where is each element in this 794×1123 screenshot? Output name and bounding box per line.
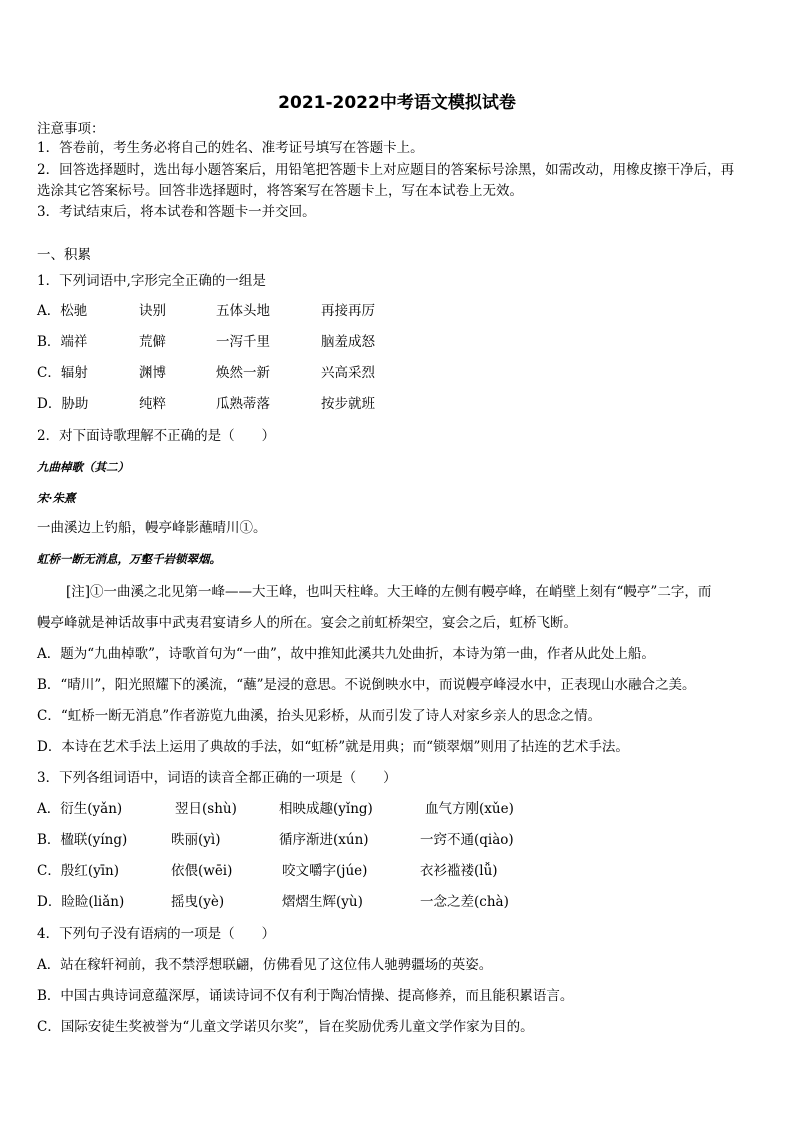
notice-heading: 注意事项：	[37, 121, 105, 137]
q1-d-word-4: 按步就班	[321, 396, 375, 412]
q2-option-c: C．“虹桥一断无消息”作者游览九曲溪，抬头见彩桥，从而引发了诗人对家乡亲人的思念之情。	[37, 708, 602, 724]
q2-option-b: B．“晴川”，阳光照耀下的溪流，“蘸”是浸的意思。不说倒映水中，而说幔亭峰浸水中，正表现山水融合之美。	[37, 677, 696, 693]
q1-a-word-4: 再接再厉	[321, 303, 375, 319]
q3-b-word-3: 循序渐进(xún)	[279, 832, 369, 848]
q1-b-word-2: 荒僻	[139, 334, 166, 350]
q3-c-word-1: C．殷红(yīn)	[37, 863, 120, 879]
poem-line-1: 一曲溪边上钓船，幔亭峰影蘸晴川①。	[37, 520, 267, 536]
q1-c-word-3: 焕然一新	[216, 365, 270, 381]
q1-b-word-1: B．端祥	[37, 334, 88, 350]
q1-a-word-2: 诀别	[139, 303, 166, 319]
poem-title: 九曲棹歌（其二）	[37, 460, 129, 474]
notice-item-2: 2．回答选择题时，选出每小题答案后，用铅笔把答题卡上对应题目的答案标号涂黑，如需改动，用橡皮擦干净后，再	[37, 162, 735, 178]
q4-stem: 4．下列句子没有语病的一项是（ ）	[37, 926, 276, 942]
q4-option-c: C．国际安徒生奖被誉为“儿童文学诺贝尔奖”，旨在奖励优秀儿童文学作家为目的。	[37, 1019, 534, 1035]
q1-d-word-3: 瓜熟蒂落	[216, 396, 270, 412]
q3-stem: 3．下列各组词语中，词语的读音全都正确的一项是（ ）	[37, 770, 397, 786]
q1-b-word-3: 一泻千里	[216, 334, 270, 350]
q1-d-word-1: D．胁助	[37, 396, 89, 412]
q2-stem: 2．对下面诗歌理解不正确的是（ ）	[37, 428, 276, 444]
q3-d-word-3: 熠熠生辉(yù)	[282, 894, 363, 910]
poem-author: 宋·朱熹	[37, 491, 76, 505]
q1-c-word-1: C．辐射	[37, 365, 88, 381]
q4-option-b: B．中国古典诗词意蕴深厚，诵读诗词不仅有利于陶冶情操、提高修养，而且能积累语言。	[37, 988, 574, 1004]
q1-stem: 1．下列词语中,字形完全正确的一组是	[37, 273, 266, 289]
q3-a-word-1: A．衍生(yǎn)	[37, 801, 123, 817]
q1-b-word-4: 脑羞成怒	[321, 334, 375, 350]
q3-c-word-3: 咬文嚼字(júe)	[282, 863, 368, 879]
q3-a-word-2: 翌日(shù)	[175, 801, 237, 817]
poem-note-cont: 幔亭峰就是神话故事中武夷君宴请乡人的所在。宴会之前虹桥架空，宴会之后，虹桥飞断。	[37, 615, 577, 631]
notice-item-2-cont: 选涂其它答案标号。回答非选择题时，将答案写在答题卡上，写在本试卷上无效。	[37, 183, 523, 199]
poem-note: [注]①一曲溪之北见第一峰——大王峰，也叫天柱峰。大王峰的左侧有幔亭峰，在峭壁上刻有“幔亭”二字，而	[66, 584, 712, 600]
q3-b-word-2: 昳丽(yì)	[171, 832, 221, 848]
q3-d-word-1: D．睑睑(liǎn)	[37, 894, 125, 910]
q4-option-a: A．站在稼轩祠前，我不禁浮想联翩，仿佛看见了这位伟人驰骋疆场的英姿。	[37, 957, 493, 973]
q1-a-word-1: A．松驰	[37, 303, 88, 319]
q1-c-word-2: 渊博	[139, 365, 166, 381]
poem-line-2: 虹桥一断无消息，万壑千岩锁翠烟。	[37, 552, 221, 566]
section-heading: 一、积累	[37, 247, 91, 263]
q3-a-word-4: 血气方刚(xǔe)	[425, 801, 514, 817]
exam-title: 2021-2022中考语文模拟试卷	[278, 93, 516, 113]
q3-d-word-4: 一念之差(chà)	[420, 894, 509, 910]
q3-d-word-2: 摇曳(yè)	[171, 894, 225, 910]
q3-c-word-2: 依偎(wēi)	[171, 863, 233, 879]
q3-a-word-3: 相映成趣(yǐng)	[279, 801, 373, 817]
q3-b-word-1: B．楹联(yíng)	[37, 832, 128, 848]
q2-option-a: A．题为“九曲棹歌”，诗歌首句为“一曲”，故中推知此溪共九处曲折，本诗为第一曲，作者从此处上船。	[37, 646, 655, 662]
notice-item-3: 3．考试结束后，将本试卷和答题卡一并交回。	[37, 204, 316, 220]
q3-c-word-4: 衣衫褴褛(lǚ)	[420, 863, 498, 879]
q3-b-word-4: 一窍不通(qiào)	[420, 832, 514, 848]
notice-item-1: 1．答卷前，考生务必将自己的姓名、准考证号填写在答题卡上。	[37, 140, 424, 156]
q1-c-word-4: 兴高采烈	[321, 365, 375, 381]
q1-a-word-3: 五体头地	[216, 303, 270, 319]
q1-d-word-2: 纯粹	[139, 396, 166, 412]
q2-option-d: D．本诗在艺术手法上运用了典故的手法，如“虹桥”就是用典；而“锁翠烟”则用了拈连的艺术手法。	[37, 739, 629, 755]
